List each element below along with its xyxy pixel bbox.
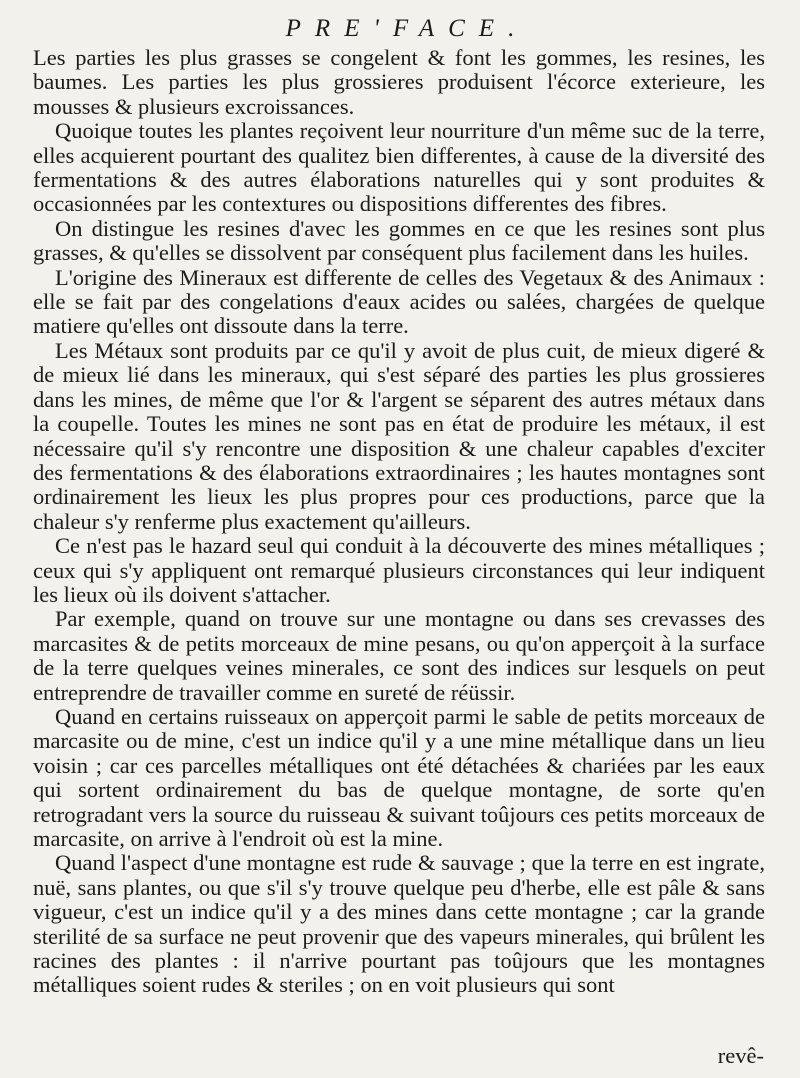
paragraph: Par exemple, quand on trouve sur une montagne ou dans ses crevasses des marcasites & de petits morceaux de mine pesans, ou qu'on apperçoit à la surface de la terre quelques veines minerales, ce sont des indices sur lesquels on peut entreprendre de travailler comme en sureté de réüssir.	[33, 606, 765, 705]
paragraph: On distingue les resines d'avec les gommes en ce que les resines sont plus grasses, & qu'elles se dissolvent par conséquent plus facilement dans les huiles.	[33, 215, 765, 266]
paragraph: Ce n'est pas le hazard seul qui conduit à la découverte des mines métalliques ; ceux qui s'y appliquent ont remarqué plusieurs circonstances qui leur indiquent les lieux où ils doivent s'attacher.	[33, 533, 765, 607]
paragraph: Quand en certains ruisseaux on apperçoit parmi le sable de petits morceaux de marcasite ou de mine, c'est un indice qu'il y a une mine métallique dans un lieu voisin ; car ces parcelles métalliques ont été détachées & chariées par les eaux qui sortent ordinairement du bas de quelque montagne, de sorte qu'en retrogradant vers la source du ruisseau & suivant toûjours ces petits morceaux de marcasite, on arrive à l'endroit où est la mine.	[33, 703, 765, 851]
paragraph: Les Métaux sont produits par ce qu'il y avoit de plus cuit, de mieux digeré & de mieux lié dans les mineraux, qui s'est séparé des parties les plus grossieres dans les mines, de même que l'or & l'argent se séparent des autres métaux dans la coupelle. Toutes les mines ne sont pas en état de produire les métaux, il est nécessaire qu'il s'y rencontre une disposition & une chaleur capables d'exciter des fermentations & des élaborations extraordinaires ; les hautes montagnes sont ordinairement les lieux les plus propres pour ces productions, parce que la chaleur s'y renferme plus exactement qu'ailleurs.	[33, 337, 765, 534]
body-text	[33, 46, 765, 998]
page-header: PRE'FACE.	[285, 15, 529, 42]
catchword: revê-	[717, 1043, 764, 1068]
paragraph: Quoique toutes les plantes reçoivent leur nourriture d'un même suc de la terre, elles acquierent pourtant des qualitez bien differentes, à cause de la diversité des fermentations & des autres élaborations naturelles qui y sont produites & occasionnées par les contextures ou dispositions differentes des fibres.	[33, 118, 765, 217]
paragraph: Les parties les plus grasses se congelent & font les gommes, les resines, les baumes. Les parties les plus grossieres produisent l'écorce exterieure, les mousses & plusieurs excroissances.	[33, 45, 765, 119]
paragraph: Quand l'aspect d'une montagne est rude & sauvage ; que la terre en est ingrate, nuë, sans plantes, ou que s'il s'y trouve quelque peu d'herbe, elle est pâle & sans vigueur, c'est un indice qu'il y a des mines dans cette montagne ; car la grande sterilité de sa surface ne peut provenir que des vapeurs minerales, qui brûlent les racines des plantes : il n'arrive pourtant pas toûjours que les montagnes métalliques soient rudes & steriles ; on en voit plusieurs qui sont	[33, 850, 765, 998]
paragraph: L'origine des Mineraux est differente de celles des Vegetaux & des Animaux : elle se fait par des congelations d'eaux acides ou salées, chargées de quelque matiere qu'elles ont dissoute dans la terre.	[33, 264, 765, 339]
